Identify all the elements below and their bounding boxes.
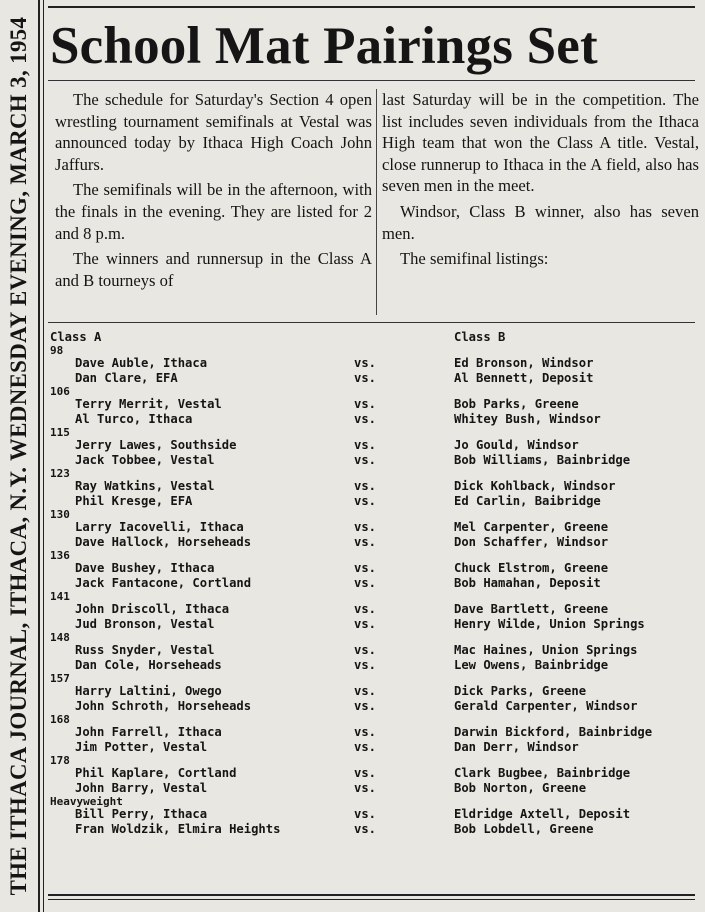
versus-label: vs.	[354, 561, 377, 575]
weight-class-label: 98	[50, 344, 64, 357]
class-b-wrestler: Jo Gould, Windsor	[454, 438, 579, 452]
article-left-column	[55, 89, 372, 295]
class-a-wrestler: Jud Bronson, Vestal	[75, 617, 215, 631]
class-a-wrestler: John Farrell, Ithaca	[75, 725, 222, 739]
class-a-wrestler: Bill Perry, Ithaca	[75, 807, 208, 821]
class-b-wrestler: Bob Hamahan, Deposit	[454, 576, 601, 590]
class-a-wrestler: Jack Fantacone, Cortland	[75, 576, 252, 590]
versus-label: vs.	[354, 740, 377, 754]
column-divider	[376, 89, 377, 315]
bottom-rule	[48, 894, 695, 896]
class-a-header: Class A	[50, 330, 102, 344]
versus-label: vs.	[354, 412, 377, 426]
bout-row	[50, 617, 700, 632]
listing-header	[50, 330, 700, 345]
class-a-wrestler: John Driscoll, Ithaca	[75, 602, 230, 616]
class-a-wrestler: Larry Iacovelli, Ithaca	[75, 520, 244, 534]
bout-row	[50, 371, 700, 386]
class-b-wrestler: Bob Lobdell, Greene	[454, 822, 594, 836]
class-b-wrestler: Mac Haines, Union Springs	[454, 643, 638, 657]
bout-row	[50, 822, 700, 837]
class-a-wrestler: Harry Laltini, Owego	[75, 684, 222, 698]
top-rule	[48, 6, 695, 8]
versus-label: vs.	[354, 356, 377, 370]
weight-class-label: 123	[50, 467, 70, 480]
versus-label: vs.	[354, 576, 377, 590]
weight-class-label: 157	[50, 672, 70, 685]
versus-label: vs.	[354, 766, 377, 780]
versus-label: vs.	[354, 699, 377, 713]
class-a-wrestler: Jerry Lawes, Southside	[75, 438, 237, 452]
class-b-wrestler: Chuck Elstrom, Greene	[454, 561, 609, 575]
edge-rule-thin	[43, 0, 44, 912]
versus-label: vs.	[354, 397, 377, 411]
versus-label: vs.	[354, 371, 377, 385]
bout-row	[50, 699, 700, 714]
bout-row	[50, 412, 700, 427]
versus-label: vs.	[354, 453, 377, 467]
class-a-wrestler: Al Turco, Ithaca	[75, 412, 193, 426]
weight-class-label: Heavyweight	[50, 795, 123, 808]
class-b-wrestler: Ed Bronson, Windsor	[454, 356, 594, 370]
versus-label: vs.	[354, 535, 377, 549]
paragraph: The schedule for Saturday's Section 4 open wrestling tournament semifinals at Vestal was announced today by Ithaca High Coach John Jaffurs.	[55, 90, 372, 174]
paragraph: The semifinal listings:	[400, 249, 549, 269]
bout-row	[50, 766, 700, 781]
class-b-header: Class B	[454, 330, 506, 344]
class-b-wrestler: Mel Carpenter, Greene	[454, 520, 609, 534]
class-b-wrestler: Ed Carlin, Baibridge	[454, 494, 601, 508]
versus-label: vs.	[354, 438, 377, 452]
class-a-wrestler: Jack Tobbee, Vestal	[75, 453, 215, 467]
section-rule	[48, 322, 695, 323]
bout-row	[50, 643, 700, 658]
class-b-wrestler: Bob Norton, Greene	[454, 781, 587, 795]
class-b-wrestler: Dan Derr, Windsor	[454, 740, 579, 754]
versus-label: vs.	[354, 822, 377, 836]
bout-row	[50, 561, 700, 576]
bout-row	[50, 602, 700, 617]
bottom-rule-thin	[48, 899, 695, 900]
versus-label: vs.	[354, 520, 377, 534]
bout-row	[50, 520, 700, 535]
versus-label: vs.	[354, 602, 377, 616]
versus-label: vs.	[354, 617, 377, 631]
class-a-wrestler: Dan Cole, Horseheads	[75, 658, 222, 672]
weight-class-label: 141	[50, 590, 70, 603]
class-b-wrestler: Gerald Carpenter, Windsor	[454, 699, 638, 713]
versus-label: vs.	[354, 658, 377, 672]
bout-row	[50, 479, 700, 494]
bout-row	[50, 438, 700, 453]
versus-label: vs.	[354, 479, 377, 493]
bout-row	[50, 684, 700, 699]
class-b-wrestler: Don Schaffer, Windsor	[454, 535, 609, 549]
class-a-wrestler: Dave Bushey, Ithaca	[75, 561, 215, 575]
paragraph: The semifinals will be in the afternoon, with the finals in the evening. They are listed for 2 and 8 p.m.	[55, 180, 372, 243]
class-a-wrestler: Russ Snyder, Vestal	[75, 643, 215, 657]
class-a-wrestler: John Schroth, Horseheads	[75, 699, 252, 713]
bout-row	[50, 494, 700, 509]
bout-row	[50, 725, 700, 740]
bout-row	[50, 453, 700, 468]
paragraph: last Saturday will be in the competition. The list includes seven individuals from the Ithaca High team that won the Class A title. Vestal, close runnerup to Ithaca in the A field, also has seven men in the meet.	[382, 90, 699, 196]
bout-row	[50, 397, 700, 412]
class-a-wrestler: John Barry, Vestal	[75, 781, 208, 795]
headline: School Mat Pairings Set	[50, 17, 598, 75]
class-a-wrestler: Dan Clare, EFA	[75, 371, 178, 385]
class-b-wrestler: Whitey Bush, Windsor	[454, 412, 601, 426]
class-a-wrestler: Dave Hallock, Horseheads	[75, 535, 252, 549]
weight-class-label: 130	[50, 508, 70, 521]
versus-label: vs.	[354, 684, 377, 698]
class-a-wrestler: Dave Auble, Ithaca	[75, 356, 208, 370]
class-b-wrestler: Bob Williams, Bainbridge	[454, 453, 631, 467]
class-a-wrestler: Phil Kresge, EFA	[75, 494, 193, 508]
newspaper-masthead	[2, 0, 36, 912]
class-a-wrestler: Jim Potter, Vestal	[75, 740, 208, 754]
versus-label: vs.	[354, 643, 377, 657]
versus-label: vs.	[354, 807, 377, 821]
bout-row	[50, 576, 700, 591]
versus-label: vs.	[354, 494, 377, 508]
weight-class-label: 168	[50, 713, 70, 726]
class-a-wrestler: Terry Merrit, Vestal	[75, 397, 222, 411]
class-b-wrestler: Al Bennett, Deposit	[454, 371, 594, 385]
bout-row	[50, 740, 700, 755]
weight-class-label: 148	[50, 631, 70, 644]
headline-rule	[48, 80, 695, 81]
bout-row	[50, 807, 700, 822]
class-b-wrestler: Eldridge Axtell, Deposit	[454, 807, 631, 821]
article-right-column	[382, 89, 699, 274]
class-a-wrestler: Fran Woldzik, Elmira Heights	[75, 822, 281, 836]
masthead-text: THE ITHACA JOURNAL, ITHACA, N.Y. WEDNESDAY EVENING, MARCH 3, 1954	[6, 16, 31, 896]
class-b-wrestler: Bob Parks, Greene	[454, 397, 579, 411]
edge-rule	[38, 0, 40, 912]
bout-row	[50, 356, 700, 371]
weight-class-label: 115	[50, 426, 70, 439]
weight-class-label: 136	[50, 549, 70, 562]
weight-class-label: 178	[50, 754, 70, 767]
versus-label: vs.	[354, 725, 377, 739]
class-b-wrestler: Darwin Bickford, Bainbridge	[454, 725, 653, 739]
class-b-wrestler: Henry Wilde, Union Springs	[454, 617, 645, 631]
weight-class-label: 106	[50, 385, 70, 398]
class-b-wrestler: Dave Bartlett, Greene	[454, 602, 609, 616]
versus-label: vs.	[354, 781, 377, 795]
pairings-listing	[50, 330, 700, 837]
class-a-wrestler: Ray Watkins, Vestal	[75, 479, 215, 493]
class-b-wrestler: Clark Bugbee, Bainbridge	[454, 766, 631, 780]
class-b-wrestler: Dick Kohlback, Windsor	[454, 479, 616, 493]
class-a-wrestler: Phil Kaplare, Cortland	[75, 766, 237, 780]
bout-row	[50, 658, 700, 673]
class-b-wrestler: Dick Parks, Greene	[454, 684, 587, 698]
bout-row	[50, 781, 700, 796]
paragraph: Windsor, Class B winner, also has seven men.	[382, 201, 699, 243]
bout-row	[50, 535, 700, 550]
paragraph: The winners and runnersup in the Class A and B tourneys of	[55, 249, 372, 290]
class-b-wrestler: Lew Owens, Bainbridge	[454, 658, 609, 672]
